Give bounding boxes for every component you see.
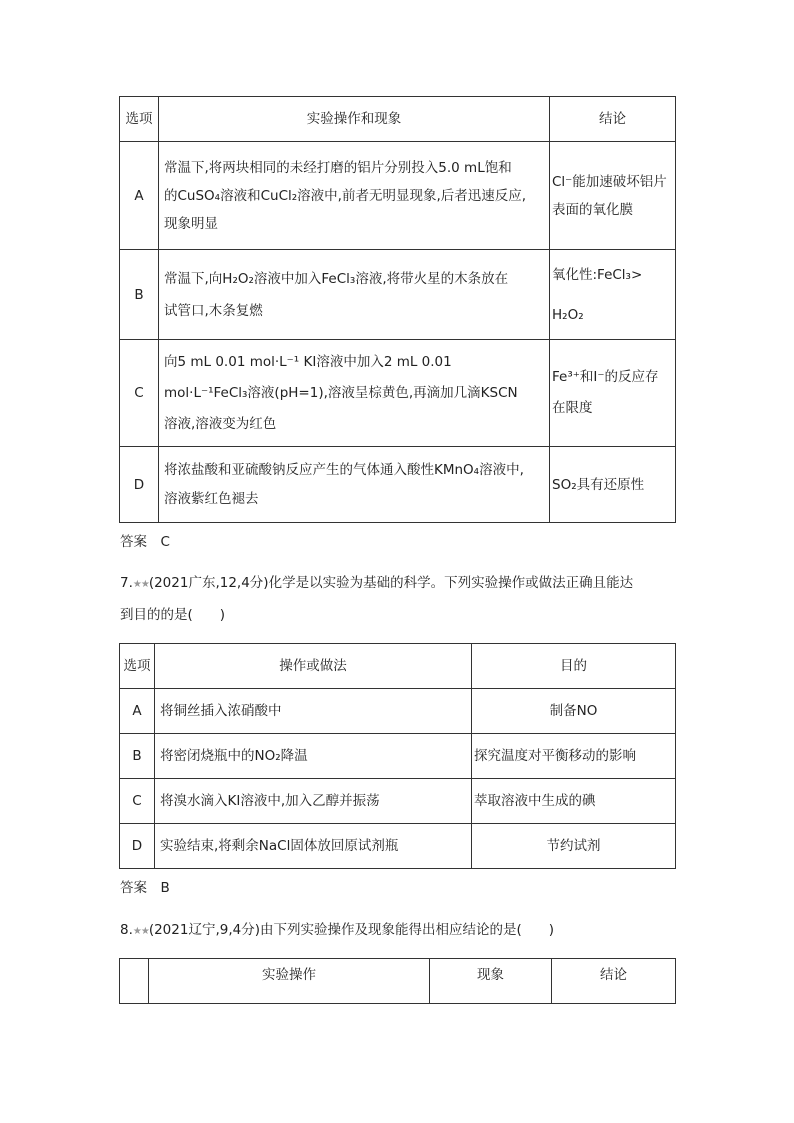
row-a-operation: 将铜丝插入浓硝酸中 [155, 689, 472, 734]
header-conclusion: 结论 [552, 959, 676, 1004]
experiment-table-3 [119, 958, 676, 1004]
row-c-operation: 向5 mL 0.01 mol·L⁻¹ KI溶液中加入2 mL 0.01 mol·L⁻¹FeCl₃溶液(pH=1),溶液呈棕黄色,再滴加几滴KSCN 溶液,溶液变为红色 [159, 340, 550, 447]
row-d-option: D [120, 447, 159, 523]
row-c-purpose: 萃取溶液中生成的碘 [472, 779, 676, 824]
question-8 [120, 915, 680, 947]
experiment-table-1 [119, 96, 676, 523]
question-number: 8. [120, 922, 133, 938]
header-option: 选项 [120, 644, 155, 689]
header-purpose: 目的 [472, 644, 676, 689]
difficulty-stars-icon: ★★ [132, 926, 149, 937]
row-d-conclusion: SO₂具有还原性 [550, 447, 676, 523]
row-a-option: A [120, 689, 155, 734]
row-a-conclusion: Cl⁻能加速破坏铝片 表面的氧化膜 [550, 142, 676, 250]
row-c-option: C [120, 779, 155, 824]
row-c-option: C [120, 340, 159, 447]
row-b-option: B [120, 734, 155, 779]
row-d-purpose: 节约试剂 [472, 824, 676, 869]
header-option: 选项 [120, 97, 159, 142]
header-operation: 操作或做法 [155, 644, 472, 689]
header-operation: 实验操作 [149, 959, 430, 1004]
row-b-operation: 将密闭烧瓶中的NO₂降温 [155, 734, 472, 779]
row-d-option: D [120, 824, 155, 869]
answer-2: 答案 B [120, 880, 170, 896]
difficulty-stars-icon: ★★ [132, 579, 149, 590]
question-text: (2021辽宁,9,4分)由下列实验操作及现象能得出相应结论的是( ) [148, 922, 555, 938]
question-number: 7. [120, 575, 133, 591]
header-blank [120, 959, 149, 1004]
row-b-purpose: 探究温度对平衡移动的影响 [472, 734, 676, 779]
row-a-option: A [120, 142, 159, 250]
row-a-operation: 常温下,将两块相同的未经打磨的铝片分别投入5.0 mL饱和 的CuSO₄溶液和CuCl₂溶液中,前者无明显现象,后者迅速反应, 现象明显 [159, 142, 550, 250]
experiment-table-2 [119, 643, 676, 869]
header-conclusion: 结论 [550, 97, 676, 142]
row-d-operation: 实验结束,将剩余NaCl固体放回原试剂瓶 [155, 824, 472, 869]
header-phenomenon: 现象 [430, 959, 552, 1004]
row-b-option: B [120, 250, 159, 340]
question-text-line1: (2021广东,12,4分)化学是以实验为基础的科学。下列实验操作或做法正确且能达 [148, 575, 634, 591]
question-text-line2: 到目的的是( ) [120, 607, 226, 623]
answer-1: 答案 C [120, 534, 170, 550]
row-c-operation: 将溴水滴入KI溶液中,加入乙醇并振荡 [155, 779, 472, 824]
row-c-conclusion: Fe³⁺和I⁻的反应存 在限度 [550, 340, 676, 447]
row-d-operation: 将浓盐酸和亚硫酸钠反应产生的气体通入酸性KMnO₄溶液中, 溶液紫红色褪去 [159, 447, 550, 523]
row-b-conclusion: 氧化性:FeCl₃> H₂O₂ [550, 250, 676, 340]
header-operation: 实验操作和现象 [159, 97, 550, 142]
question-7 [120, 568, 680, 630]
row-a-purpose: 制备NO [472, 689, 676, 734]
row-b-operation: 常温下,向H₂O₂溶液中加入FeCl₃溶液,将带火星的木条放在 试管口,木条复燃 [159, 250, 550, 340]
